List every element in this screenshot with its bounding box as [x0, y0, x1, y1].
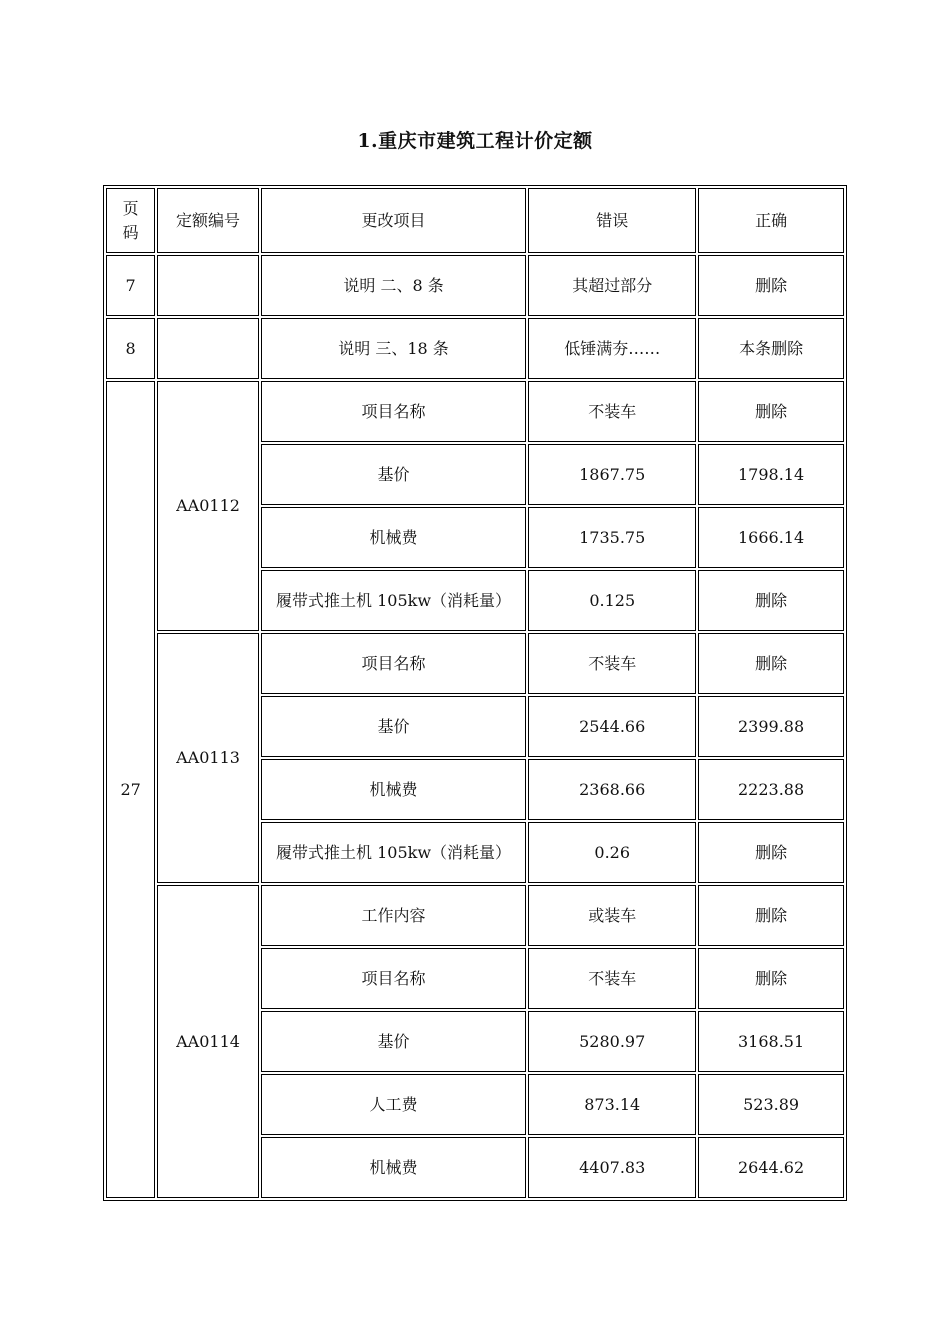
- right-cell: 2399.88: [698, 696, 844, 757]
- code-cell-aa0113: AA0113: [157, 633, 259, 883]
- code-cell: [157, 318, 259, 379]
- table-row: [106, 318, 844, 379]
- right-cell: 删除: [698, 948, 844, 1009]
- item-cell: 基价: [261, 696, 526, 757]
- wrong-cell: 2544.66: [528, 696, 696, 757]
- header-item: 更改项目: [261, 188, 526, 253]
- right-cell: 本条删除: [698, 318, 844, 379]
- item-cell: 工作内容: [261, 885, 526, 946]
- wrong-cell: 0.26: [528, 822, 696, 883]
- header-page: [106, 188, 155, 253]
- table-row: [106, 381, 844, 442]
- wrong-cell: 不装车: [528, 948, 696, 1009]
- header-page-line1: 页: [122, 198, 139, 218]
- right-cell: 删除: [698, 570, 844, 631]
- wrong-cell: 或装车: [528, 885, 696, 946]
- right-cell: 删除: [698, 633, 844, 694]
- item-cell: 机械费: [261, 1137, 526, 1198]
- right-cell: 1798.14: [698, 444, 844, 505]
- item-cell: 项目名称: [261, 381, 526, 442]
- code-cell-aa0114: AA0114: [157, 885, 259, 1198]
- header-page-line2: 码: [122, 222, 139, 242]
- right-cell: 删除: [698, 885, 844, 946]
- right-cell: 2223.88: [698, 759, 844, 820]
- item-cell: 机械费: [261, 507, 526, 568]
- right-cell: 2644.62: [698, 1137, 844, 1198]
- header-code: 定额编号: [157, 188, 259, 253]
- item-cell: 说明 三、18 条: [261, 318, 526, 379]
- right-cell: 删除: [698, 822, 844, 883]
- item-cell: 项目名称: [261, 633, 526, 694]
- wrong-cell: 0.125: [528, 570, 696, 631]
- document-title: 1.重庆市建筑工程计价定额: [357, 130, 593, 152]
- right-cell: 删除: [698, 381, 844, 442]
- page-cell-group: 27: [106, 381, 155, 1198]
- item-cell: 机械费: [261, 759, 526, 820]
- errata-table: [103, 185, 847, 1201]
- wrong-cell: 4407.83: [528, 1137, 696, 1198]
- wrong-cell: 不装车: [528, 381, 696, 442]
- item-cell: 说明 二、8 条: [261, 255, 526, 316]
- item-cell: 履带式推土机 105kw（消耗量）: [261, 570, 526, 631]
- table-row: [106, 255, 844, 316]
- wrong-cell: 1867.75: [528, 444, 696, 505]
- wrong-cell: 其超过部分: [528, 255, 696, 316]
- item-cell: 基价: [261, 444, 526, 505]
- wrong-cell: 不装车: [528, 633, 696, 694]
- item-cell: 履带式推土机 105kw（消耗量）: [261, 822, 526, 883]
- right-cell: 3168.51: [698, 1011, 844, 1072]
- right-cell: 1666.14: [698, 507, 844, 568]
- right-cell: 删除: [698, 255, 844, 316]
- wrong-cell: 2368.66: [528, 759, 696, 820]
- page-cell: 8: [106, 318, 155, 379]
- code-cell-aa0112: AA0112: [157, 381, 259, 631]
- wrong-cell: 873.14: [528, 1074, 696, 1135]
- item-cell: 人工费: [261, 1074, 526, 1135]
- wrong-cell: 低锤满夯……: [528, 318, 696, 379]
- item-cell: 基价: [261, 1011, 526, 1072]
- header-row: [106, 188, 844, 253]
- code-cell: [157, 255, 259, 316]
- table-row: [106, 885, 844, 946]
- wrong-cell: 5280.97: [528, 1011, 696, 1072]
- header-right: 正确: [698, 188, 844, 253]
- wrong-cell: 1735.75: [528, 507, 696, 568]
- right-cell: 523.89: [698, 1074, 844, 1135]
- table-row: [106, 633, 844, 694]
- header-wrong: 错误: [528, 188, 696, 253]
- page-cell: 7: [106, 255, 155, 316]
- item-cell: 项目名称: [261, 948, 526, 1009]
